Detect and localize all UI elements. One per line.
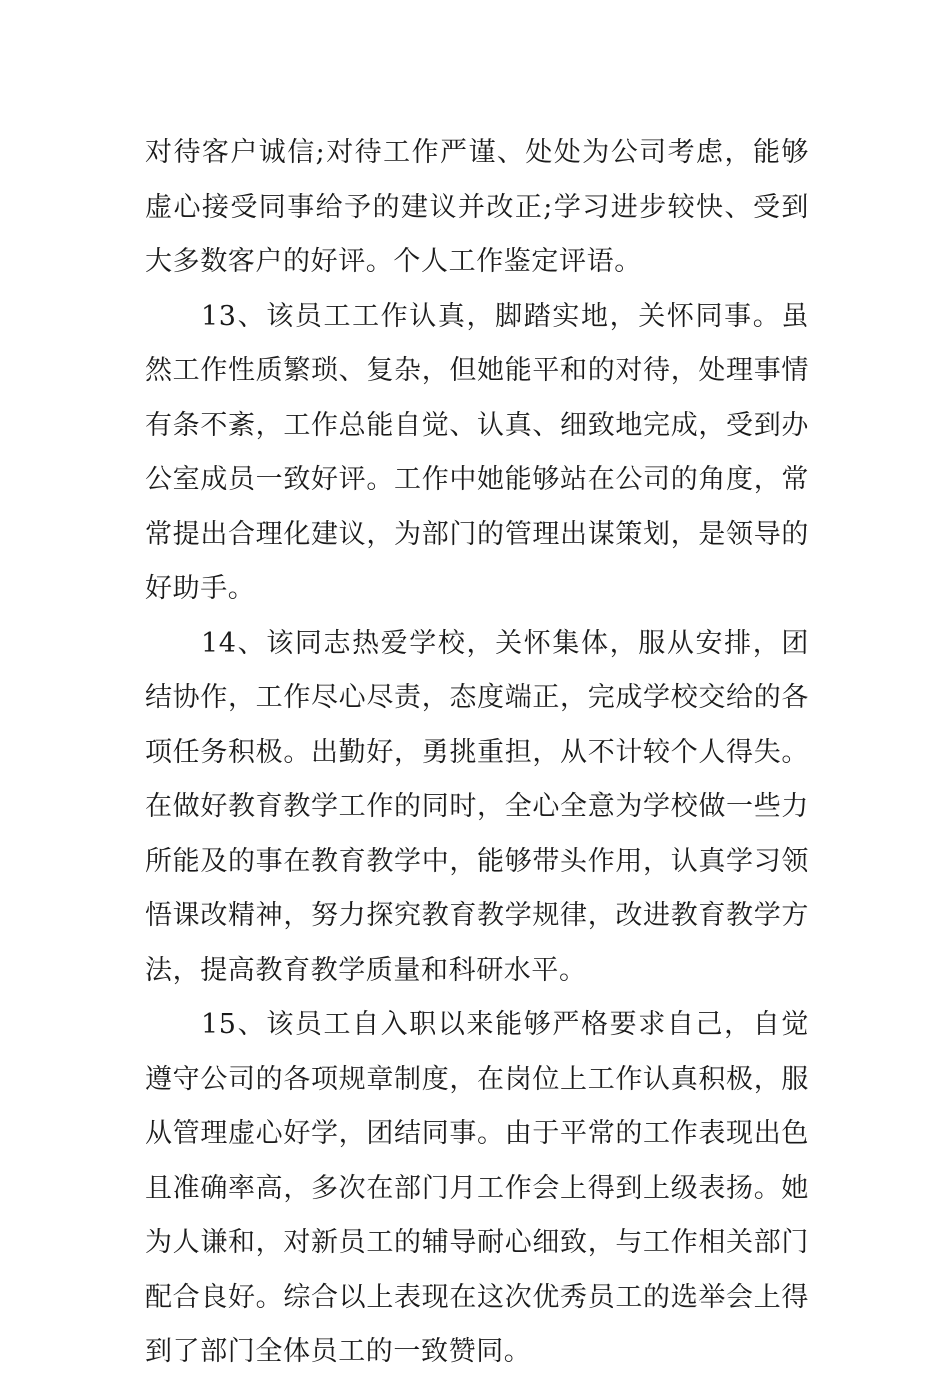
paragraph-15: 15、该员工自入职以来能够严格要求自己，自觉遵守公司的各项规章制度，在岗位上工作认真积极，服从管理虚心好学，团结同事。由于平常的工作表现出色且准确率高，多次在部门月工作会上得到上级表扬。她为人谦和，对新员工的辅导耐心细致，与工作相关部门配合良好。综合以上表现在这次优秀员工的选举会上得到了部门全体员工的一致赞同。 [145,1009,809,1367]
paragraph-14: 14、该同志热爱学校，关怀集体，服从安排，团结协作，工作尽心尽责，态度端正，完成学校交给的各项任务积极。出勤好，勇挑重担，从不计较个人得失。在做好教育教学工作的同时，全心全意为学校做一些力所能及的事在教育教学中，能够带头作用，认真学习领悟课改精神，努力探究教育教学规律，改进教育教学方法，提高教育教学质量和科研水平。 [145,627,809,986]
paragraph-12-continued: 对待客户诚信;对待工作严谨、处处为公司考虑，能够虚心接受同事给予的建议并改正;学习进步较快、受到大多数客户的好评。个人工作鉴定评语。 [145,137,809,277]
document-body [145,126,809,1380]
paragraph-13: 13、该员工工作认真，脚踏实地，关怀同事。虽然工作性质繁琐、复杂，但她能平和的对待，处理事情有条不紊，工作总能自觉、认真、细致地完成，受到办公室成员一致好评。工作中她能够站在公司的角度，常常提出合理化建议，为部门的管理出谋策划，是领导的好助手。 [145,300,809,604]
